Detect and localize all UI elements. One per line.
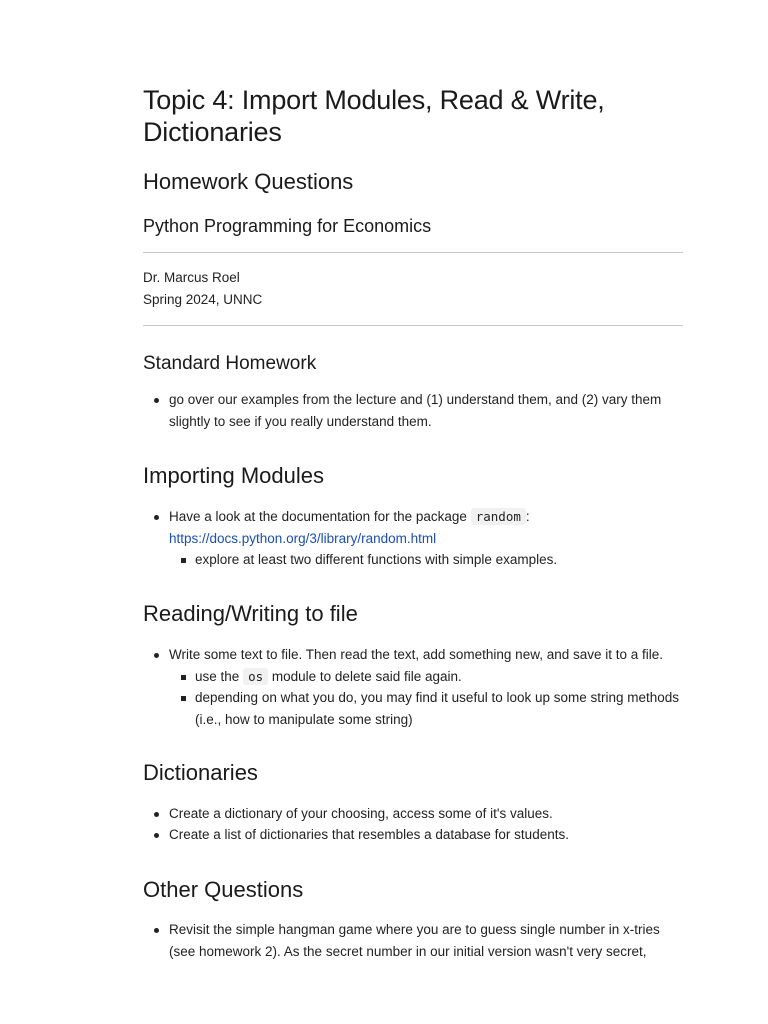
divider-bottom (143, 325, 683, 326)
list-item-text: Create a dictionary of your choosing, access some of it's values. (169, 806, 553, 821)
bullet-icon (154, 653, 159, 658)
list-item-text: Revisit the simple hangman game where you are to guess single number in x-tries (see homework 2). As the secret number in our initial version wasn't very secret, (169, 922, 660, 959)
author-name: Dr. Marcus Roel (143, 270, 240, 285)
inline-code: random (471, 508, 526, 525)
list-item-text: use the os module to delete said file again. (195, 669, 462, 684)
bullet-icon (154, 398, 159, 403)
term-info: Spring 2024, UNNC (143, 292, 263, 307)
page-title: Topic 4: Import Modules, Read & Write, Dictionaries (143, 85, 605, 147)
section-heading-importing: Importing Modules (143, 463, 324, 488)
section-heading-reading: Reading/Writing to file (143, 601, 358, 626)
section-heading-standard: Standard Homework (143, 353, 317, 374)
list-item-text: Write some text to file. Then read the text, add something new, and save it to a file. (169, 647, 664, 662)
list-item-text: explore at least two different functions with simple examples. (195, 552, 558, 567)
divider-top (143, 252, 683, 253)
square-bullet-icon (181, 696, 186, 701)
inline-code: os (243, 668, 268, 685)
page-subtitle: Homework Questions (143, 169, 354, 194)
bullet-icon (154, 833, 159, 838)
course-title: Python Programming for Economics (143, 216, 432, 236)
bullet-icon (154, 515, 159, 520)
bullet-icon (154, 928, 159, 933)
section-heading-dictionaries: Dictionaries (143, 760, 258, 785)
square-bullet-icon (181, 558, 186, 563)
list-item-text: Create a list of dictionaries that resembles a database for students. (169, 827, 569, 842)
docs-link[interactable]: https://docs.python.org/3/library/random.html (169, 531, 437, 546)
section-heading-other: Other Questions (143, 877, 304, 902)
list-item-text: depending on what you do, you may find it useful to look up some string methods (i.e., how to manipulate some string) (195, 690, 680, 727)
bullet-icon (154, 812, 159, 817)
square-bullet-icon (181, 675, 186, 680)
list-item-text: go over our examples from the lecture and (1) understand them, and (2) vary them slightly to see if you really understand them. (169, 392, 662, 429)
list-item-text: Have a look at the documentation for the package random : https://docs.python.org/3/library/random.html (169, 509, 530, 546)
